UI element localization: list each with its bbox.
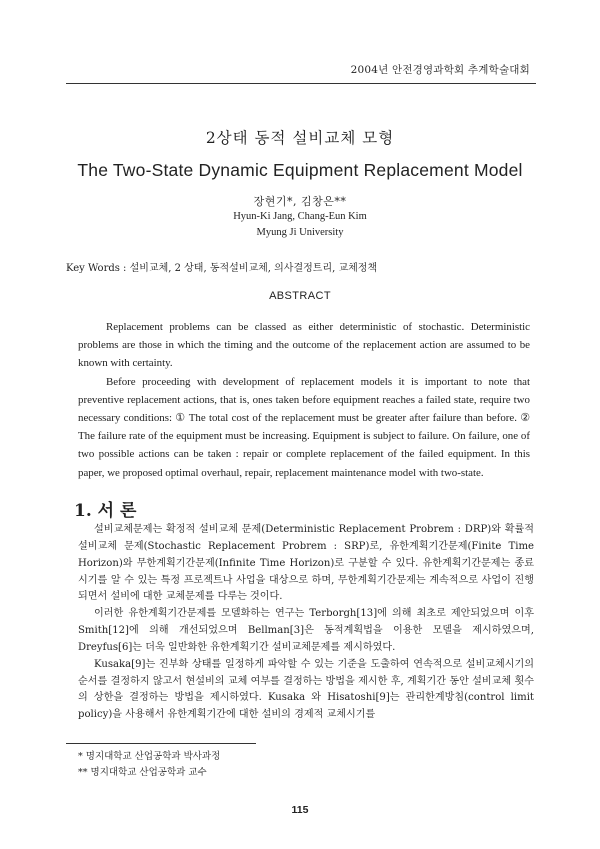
body-paragraph: 이러한 유한계획기간문제를 모델화하는 연구는 Terborgh[13]에 의해 최초로 제안되었으며 이후 Smith[12]에 의해 개선되었으며 Bellman[3]은 동적계획법을 이용한 모델을 제시하였으며, Dreyfus[6]는 더욱 일반화한 유한계획기간 설비교체문제를 제시하였다. <box>78 608 534 653</box>
footnote: ** 명지대학교 산업공학과 교수 <box>78 767 207 778</box>
section-body <box>78 522 534 724</box>
affiliation: Myung Ji University <box>256 227 344 238</box>
title-korean: 2상태 동적 설비교체 모형 <box>205 129 395 147</box>
title-english: The Two-State Dynamic Equipment Replacement Model <box>77 160 523 180</box>
body-paragraph: Kusaka[9]는 진부화 상태를 일정하게 파악할 수 있는 기준을 도출하여 연속적으로 설비교체시기의 순서를 결정하지 않고서 현설비의 교체 여부를 결정하는 방법을 제시한 후, 계획기간 동안 설비교체 횟수의 상한을 결정하는 방법을 제시하였다. Kusaka 와 Hisatoshi[9]는 관리한계방침(control limit policy)을 사용해서 유한계획기간에 대한 설비의 경제적 교체시기를 <box>78 658 534 721</box>
body-paragraph: 설비교체문제는 확정적 설비교체 문제(Deterministic Replacement Probrem : DRP)와 확률적 설비교체 문제(Stochastic Replacement Probrem : SRP)로, 유한계획기간문제(Finite Time Horizon)와 무한계획기간문제(Infinite Time Horizon)로 구분할 수 있다. 유한계획기간문제는 종료시기를 알 수 있는 특정 프로젝트나 사업을 대상으로 하며, 무한계획기간문제는 계속적으로 사업이 진행되면서 설비에 대한 교체문제를 다루는 것이다. <box>78 524 534 603</box>
page-number: 115 <box>291 804 309 816</box>
conference-header: 2004년 안전경영과학회 추계학술대회 <box>350 64 530 76</box>
header-rule <box>66 83 536 84</box>
footnote-rule <box>66 743 256 744</box>
footnotes <box>78 749 220 781</box>
abstract-body <box>78 318 530 482</box>
abstract-paragraph: Before proceeding with development of replacement models it is important to note that preventive replacement actions, that is, ones taken before equipment reaches a failed state, require two necessary conditions: ① The total cost of the replacement must be greater after failure than before. ② The failure rate of the equipment must be increasing. Equipment is subject to failure. On failure, one of two possible actions can be taken : repair or complete replacement of the failed equipment. In this paper, we proposed optimal overhaul, repair, replacement maintenance model with two-state. <box>78 375 530 479</box>
abstract-heading: ABSTRACT <box>269 290 331 302</box>
authors-english: Hyun-Ki Jang, Chang-Eun Kim <box>233 211 367 222</box>
section-heading: 1. 서 론 <box>74 501 137 521</box>
authors-korean: 장현기*, 김창은** <box>253 195 347 208</box>
footnote: * 명지대학교 산업공학과 박사과정 <box>78 751 221 762</box>
keywords: Key Words : 설비교체, 2 상태, 동적설비교체, 의사결정트리, 교체정책 <box>66 263 378 274</box>
abstract-paragraph: Replacement problems can be classed as either deterministic of stochastic. Deterministic problems are those in which the timing and the outcome of the replacement action are assumed to be known with certainty. <box>78 321 530 370</box>
